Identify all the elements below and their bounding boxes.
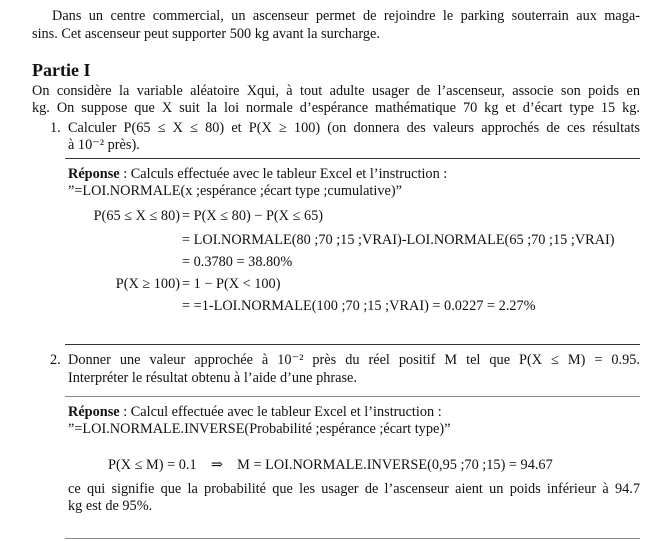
equation-rhs: = LOI.NORMALE(80 ;70 ;15 ;VRAI)-LOI.NORMALE(65 ;70 ;15 ;VRAI) [182,232,615,248]
q1-answer-formula: ”=LOI.NORMALE(x ;espérance ;écart type ;cumulative)” [68,183,402,199]
q1-line-1: Calculer P(65 ≤ X ≤ 80) et P(X ≥ 100) (on donnera des valeurs approchés de ces résultats [68,120,640,136]
divider [65,158,640,159]
q2-line-2: Interpréter le résultat obtenu à l’aide d’une phrase. [68,370,357,386]
divider [65,538,640,539]
answer-label: Réponse [68,404,120,420]
part1-line-1: On considère la variable aléatoire Xqui, à tout adulte usager de l’ascenseur, associe son poids en [32,83,640,99]
equation-rhs: = 0.3780 = 38.80% [182,254,293,270]
q2-line-1: Donner une valeur approchée à 10⁻² près du réel positif M tel que P(X ≤ M) = 0.95. [68,352,640,368]
q2-number: 2. [50,352,61,368]
answer-text: : Calcul effectuée avec le tableur Excel et l’instruction : [119,404,442,420]
q2-conclusion-line-2: kg est de 95%. [68,498,153,514]
equation-rhs: = =1-LOI.NORMALE(100 ;70 ;15 ;VRAI) = 0.0227 = 2.27% [182,298,536,314]
section-title: Partie I [32,60,91,80]
answer-text: : Calculs effectuée avec le tableur Excel et l’instruction : [119,166,448,182]
equation-lhs: P(X ≥ 100) [115,276,180,292]
q2-equation: P(X ≤ M) = 0.1 ⇒ M = LOI.NORMALE.INVERSE(0,95 ;70 ;15) = 94.67 [108,457,553,473]
q1-number: 1. [50,120,61,136]
q2-answer-line-1 [68,404,442,421]
divider [65,344,640,345]
answer-label: Réponse [68,166,120,182]
q1-answer-line-1 [68,166,447,183]
equation-rhs: = 1 − P(X < 100) [182,276,281,292]
equation-lhs: P(65 ≤ X ≤ 80) [93,208,180,224]
intro-line-1: Dans un centre commercial, un ascenseur permet de rejoindre le parking souterrain aux maga- [52,8,640,24]
q2-answer-formula: ”=LOI.NORMALE.INVERSE(Probabilité ;espérance ;écart type)” [68,421,451,437]
q1-line-2: à 10⁻² près). [68,137,140,153]
q2-conclusion-line-1: ce qui signifie que la probabilité que les usager de l’ascenseur aient un poids inférieur à 94.7 [68,481,640,497]
intro-line-2: sins. Cet ascenseur peut supporter 500 kg avant la surcharge. [32,26,380,42]
divider [65,396,640,397]
part1-line-2: kg. On suppose que X suit la loi normale d’espérance mathématique 70 kg et d’écart type 15 kg. [32,100,640,116]
equation-rhs: = P(X ≤ 80) − P(X ≤ 65) [182,208,324,224]
